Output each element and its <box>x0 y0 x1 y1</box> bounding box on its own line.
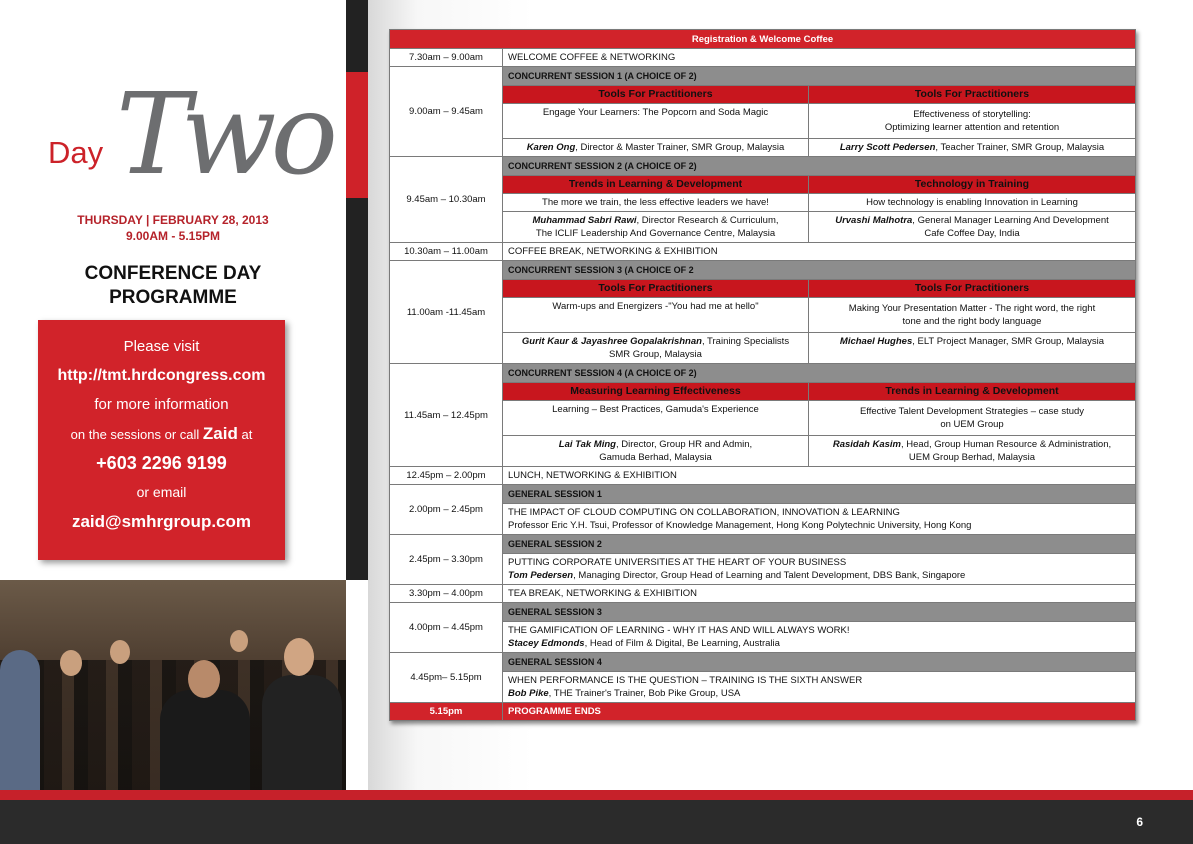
speaker-cell <box>809 333 1136 364</box>
call-suffix: at <box>237 427 253 442</box>
call-line <box>38 419 285 449</box>
conference-photo <box>0 580 346 790</box>
email-link[interactable]: zaid@smhrgroup.com <box>71 512 252 531</box>
talk-title: Learning – Best Practices, Gamuda's Experience <box>503 401 809 436</box>
speaker-name: Muhammad Sabri Rawi <box>532 215 637 226</box>
speaker-role: Gamuda Berhad, Malaysia <box>599 452 712 463</box>
speaker-role: , Managing Director, Group Head of Learning and Talent Development, DBS Bank, Singapore <box>573 570 966 581</box>
session-title: THE IMPACT OF CLOUD COMPUTING ON COLLABORATION, INNOVATION & LEARNING <box>508 507 900 518</box>
person-shape <box>262 675 342 790</box>
speaker-role: , Director & Master Trainer, SMR Group, Malaysia <box>575 142 785 153</box>
table-row <box>390 603 1136 622</box>
speaker-role: , Teacher Trainer, SMR Group, Malaysia <box>935 142 1105 153</box>
general-session-cell <box>503 504 1136 535</box>
speaker-role: The ICLIF Leadership And Governance Centre, Malaysia <box>535 228 776 239</box>
day-word: Day <box>48 135 104 170</box>
contact-name: Zaid <box>202 424 238 443</box>
track-header: Trends in Learning & Development <box>503 176 809 194</box>
speaker-cell <box>809 139 1136 157</box>
time-cell: 5.15pm <box>390 703 503 721</box>
phone-number[interactable]: +603 2296 9199 <box>96 453 227 473</box>
speaker-name: Stacey Edmonds <box>508 638 585 649</box>
registration-cell: Registration & Welcome Coffee <box>390 30 1136 49</box>
time-cell: 11.00am -11.45am <box>390 261 503 364</box>
person-shape <box>0 650 40 790</box>
table-row <box>390 157 1136 176</box>
talk-title-line: on UEM Group <box>940 419 1004 430</box>
two-word: Two <box>116 70 333 200</box>
speaker-role: , General Manager Learning And Development <box>912 215 1109 226</box>
speaker-role: Cafe Coffee Day, India <box>924 228 1020 239</box>
track-header: Tools For Practitioners <box>809 280 1136 298</box>
general-session-cell <box>503 622 1136 653</box>
talk-title <box>809 401 1136 436</box>
time-cell: 10.30am – 11.00am <box>390 243 503 261</box>
speaker-cell <box>503 333 809 364</box>
session-header: GENERAL SESSION 2 <box>503 535 1136 554</box>
talk-title-line: Effective Talent Development Strategies – case study <box>859 406 1085 417</box>
talk-title: How technology is enabling Innovation in Learning <box>809 194 1136 212</box>
time-cell: 2.45pm – 3.30pm <box>390 535 503 585</box>
talk-title: Warm-ups and Energizers -"You had me at hello" <box>503 298 809 333</box>
track-header: Measuring Learning Effectiveness <box>503 383 809 401</box>
activity-cell: LUNCH, NETWORKING & EXHIBITION <box>503 467 1136 485</box>
time-cell: 7.30am – 9.00am <box>390 49 503 67</box>
activity-cell: PROGRAMME ENDS <box>503 703 1136 721</box>
speaker-name: Karen Ong <box>526 142 576 153</box>
speaker-name: Larry Scott Pedersen <box>839 142 936 153</box>
time-line: 9.00AM - 5.15PM <box>125 229 221 243</box>
speaker-role: , Director Research & Curriculum, <box>636 215 779 226</box>
activity-cell: WELCOME COFFEE & NETWORKING <box>503 49 1136 67</box>
more-info-line: for more information <box>94 396 229 413</box>
time-cell: 2.00pm – 2.45pm <box>390 485 503 535</box>
talk-title <box>809 298 1136 333</box>
day-two-title <box>48 70 333 200</box>
bar-dark <box>346 198 368 580</box>
general-session-cell <box>503 554 1136 585</box>
programme-table <box>389 29 1136 721</box>
head-shape <box>110 640 130 664</box>
track-header: Tools For Practitioners <box>503 86 809 104</box>
table-row <box>390 485 1136 504</box>
table-row <box>390 49 1136 67</box>
session-header: GENERAL SESSION 3 <box>503 603 1136 622</box>
talk-title-line: tone and the right body language <box>902 316 1042 327</box>
time-cell: 9.45am – 10.30am <box>390 157 503 243</box>
session-title: PUTTING CORPORATE UNIVERSITIES AT THE HEART OF YOUR BUSINESS <box>508 557 847 568</box>
head-shape <box>284 638 314 676</box>
session-header: CONCURRENT SESSION 1 (A CHOICE OF 2) <box>503 67 1136 86</box>
speaker-name: Rasidah Kasim <box>832 439 901 450</box>
table-row <box>390 67 1136 86</box>
head-shape <box>230 630 248 652</box>
footer-bar <box>0 800 1193 844</box>
conf-line-1: CONFERENCE DAY <box>84 263 262 284</box>
speaker-cell <box>503 436 809 467</box>
speaker-role: , Training Specialists <box>701 336 790 347</box>
table-row <box>390 585 1136 603</box>
head-shape <box>188 660 220 698</box>
session-header: GENERAL SESSION 4 <box>503 653 1136 672</box>
session-header: CONCURRENT SESSION 2 (A CHOICE OF 2) <box>503 157 1136 176</box>
table-row <box>390 535 1136 554</box>
table-row <box>390 243 1136 261</box>
time-cell: 9.00am – 9.45am <box>390 67 503 157</box>
speaker-role: , Head of Film & Digital, Be Learning, Australia <box>584 638 780 649</box>
talk-title-line: Effectiveness of storytelling: <box>913 109 1031 120</box>
speaker-role: , ELT Project Manager, SMR Group, Malaysia <box>912 336 1105 347</box>
speaker-name: Lai Tak Ming <box>558 439 616 450</box>
session-title: THE GAMIFICATION OF LEARNING - WHY IT HAS AND WILL ALWAYS WORK! <box>508 625 850 636</box>
time-cell: 3.30pm – 4.00pm <box>390 585 503 603</box>
head-shape <box>60 650 82 676</box>
conference-heading <box>0 262 346 310</box>
speaker-name: Tom Pedersen <box>508 570 574 581</box>
programme-end-row <box>390 703 1136 721</box>
general-session-cell <box>503 672 1136 703</box>
time-cell: 4.45pm– 5.15pm <box>390 653 503 703</box>
speaker-name: Bob Pike <box>508 688 549 699</box>
speaker-role: , Head, Group Human Resource & Administration, <box>900 439 1112 450</box>
date-block <box>0 212 346 244</box>
speaker-cell <box>503 212 809 243</box>
conf-line-2: PROGRAMME <box>109 287 237 308</box>
or-email-line: or email <box>136 484 187 500</box>
table-row <box>390 467 1136 485</box>
speaker-line <box>508 569 1130 582</box>
contact-box <box>38 320 285 560</box>
left-panel <box>0 0 346 790</box>
track-header: Tools For Practitioners <box>503 280 809 298</box>
track-header: Tools For Practitioners <box>809 86 1136 104</box>
speaker-role: , Director, Group HR and Admin, <box>615 439 753 450</box>
talk-title-line: Making Your Presentation Matter - The right word, the right <box>848 303 1096 314</box>
talk-title-line: Optimizing learner attention and retention <box>884 122 1060 133</box>
website-link[interactable]: http://tmt.hrdcongress.com <box>57 367 266 384</box>
talk-title <box>809 104 1136 139</box>
speaker-name: Michael Hughes <box>839 336 913 347</box>
visit-line: Please visit <box>123 338 200 355</box>
speaker-line: Professor Eric Y.H. Tsui, Professor of Knowledge Management, Hong Kong Polytechnic University, Hong Kong <box>508 520 972 531</box>
session-title: WHEN PERFORMANCE IS THE QUESTION – TRAINING IS THE SIXTH ANSWER <box>508 675 863 686</box>
speaker-name: Urvashi Malhotra <box>835 215 913 226</box>
session-header: CONCURRENT SESSION 3 (A CHOICE OF 2 <box>503 261 1136 280</box>
activity-cell: TEA BREAK, NETWORKING & EXHIBITION <box>503 585 1136 603</box>
speaker-name: Gurit Kaur & Jayashree Gopalakrishnan <box>521 336 702 347</box>
speaker-line <box>508 637 1130 650</box>
table-row <box>390 261 1136 280</box>
speaker-cell <box>809 212 1136 243</box>
speaker-line <box>508 687 1130 700</box>
talk-title: The more we train, the less effective leaders we have! <box>503 194 809 212</box>
registration-row <box>390 30 1136 49</box>
session-header: CONCURRENT SESSION 4 (A CHOICE OF 2) <box>503 364 1136 383</box>
speaker-role: UEM Group Berhad, Malaysia <box>908 452 1036 463</box>
page-number: 6 <box>1136 815 1143 829</box>
table-row <box>390 364 1136 383</box>
call-prefix: on the sessions or call <box>70 427 203 442</box>
track-header: Technology in Training <box>809 176 1136 194</box>
time-cell: 12.45pm – 2.00pm <box>390 467 503 485</box>
track-header: Trends in Learning & Development <box>809 383 1136 401</box>
activity-cell: COFFEE BREAK, NETWORKING & EXHIBITION <box>503 243 1136 261</box>
time-cell: 11.45am – 12.45pm <box>390 364 503 467</box>
divider-bars <box>346 0 368 580</box>
talk-title: Engage Your Learners: The Popcorn and Soda Magic <box>503 104 809 139</box>
footer-red-stripe <box>0 790 1193 800</box>
table-row <box>390 653 1136 672</box>
date-line: THURSDAY | FEBRUARY 28, 2013 <box>77 213 269 227</box>
person-shape <box>160 690 250 790</box>
bar-dark <box>346 0 368 72</box>
time-cell: 4.00pm – 4.45pm <box>390 603 503 653</box>
speaker-role: SMR Group, Malaysia <box>609 349 702 360</box>
speaker-cell <box>503 139 809 157</box>
speaker-cell <box>809 436 1136 467</box>
session-header: GENERAL SESSION 1 <box>503 485 1136 504</box>
speaker-role: , THE Trainer's Trainer, Bob Pike Group, USA <box>548 688 741 699</box>
